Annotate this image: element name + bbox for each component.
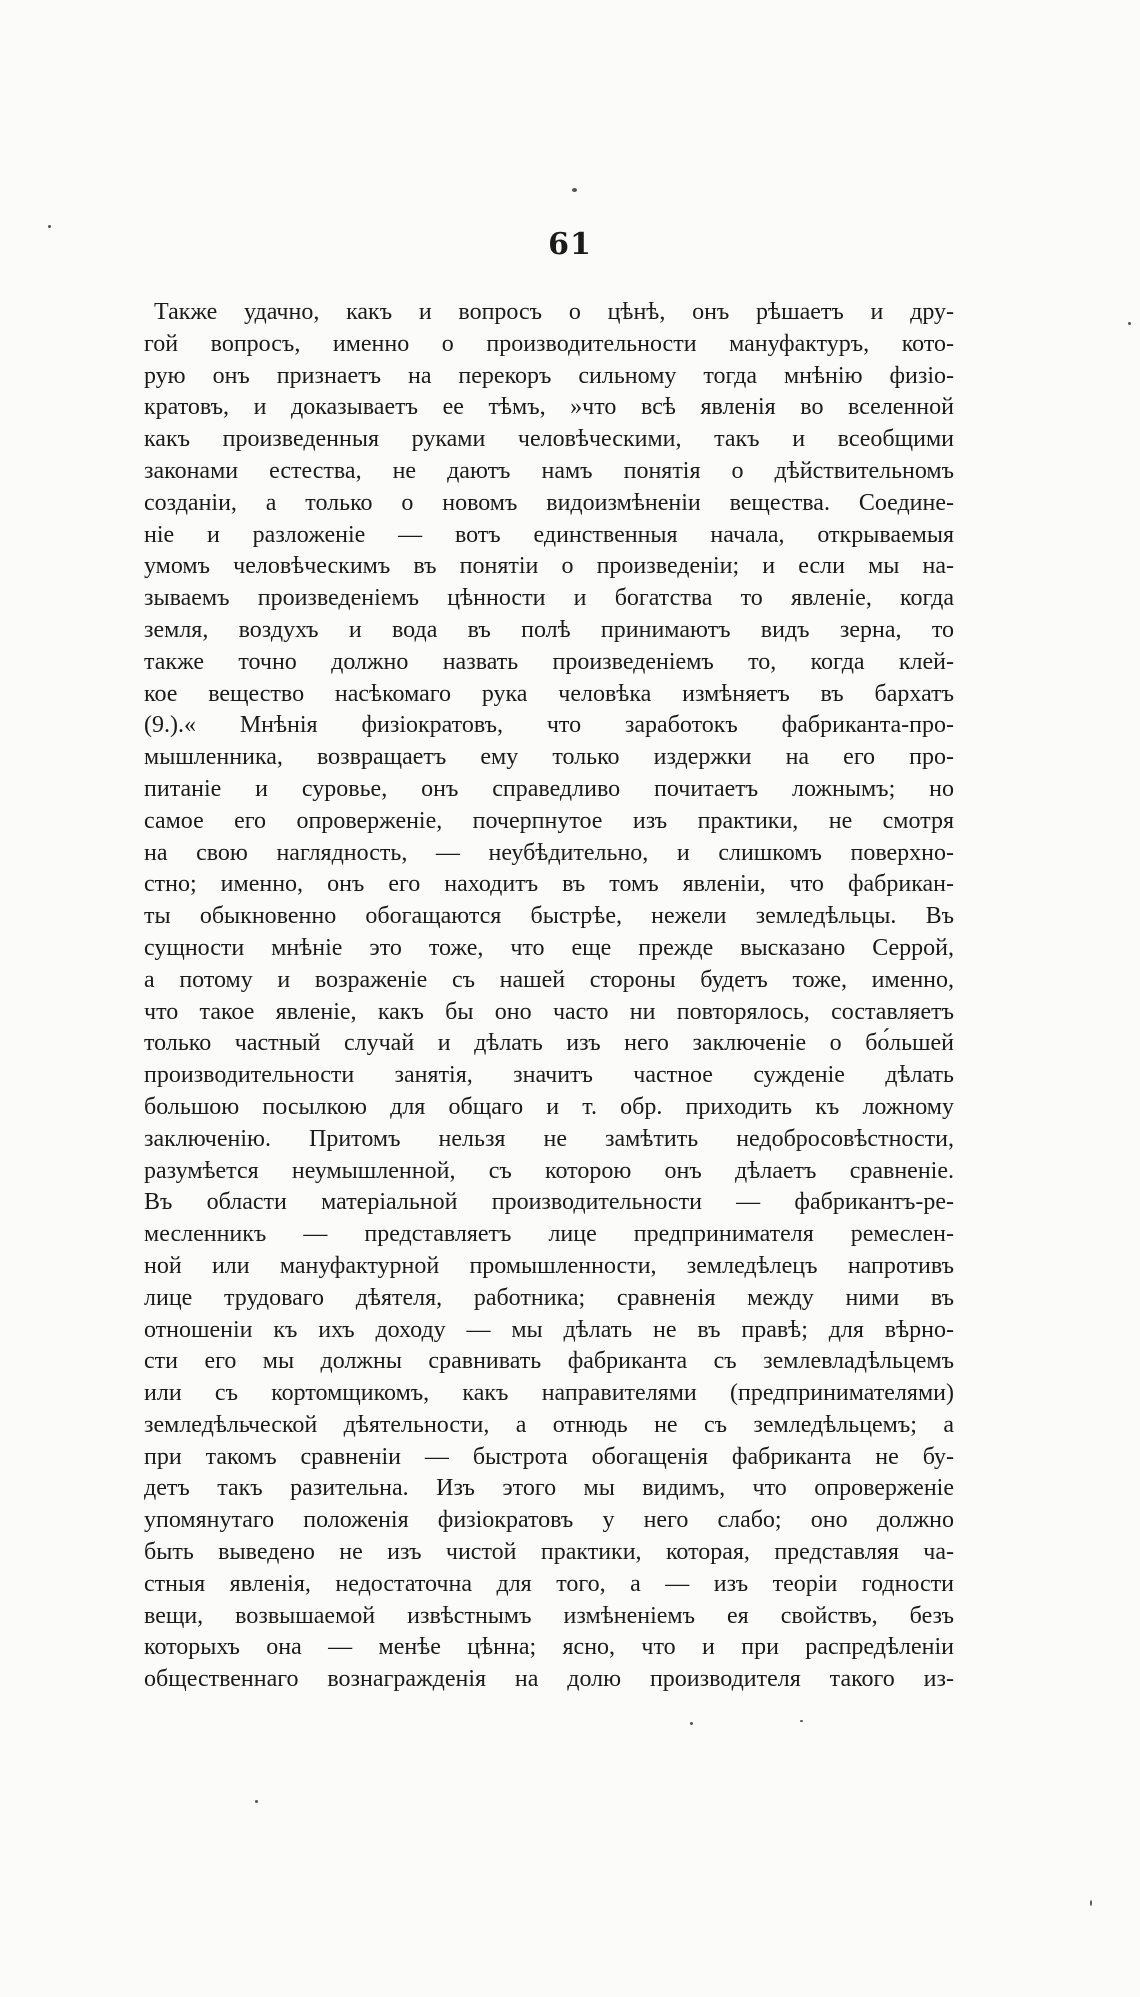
text-line: кое вещество насѣкомаго рука человѣка измѣняетъ въ бархатъ [144, 680, 954, 707]
text-line: созданіи, а только о новомъ видоизмѣненіи вещества. Соедине- [144, 489, 954, 516]
text-line: также точно должно назвать произведеніемъ то, когда клей- [144, 648, 954, 675]
text-line: сти его мы должны сравнивать фабриканта съ землевладѣльцемъ [144, 1348, 954, 1375]
text-line: самое его опроверженіе, почерпнутое изъ практики, не смотря [144, 807, 954, 834]
text-line: быть выведено не изъ чистой практики, которая, представляя ча- [144, 1539, 954, 1566]
text-line: при такомъ сравненіи — быстрота обогащенія фабриканта не бу- [144, 1443, 954, 1470]
body-text [144, 297, 954, 1696]
scan-speck [690, 1722, 693, 1725]
text-line: большою посылкою для общаго и т. обр. приходить къ ложному [144, 1093, 954, 1120]
text-line: ты обыкновенно обогащаются быстрѣе, нежели земледѣльцы. Въ [144, 903, 954, 930]
text-line: умомъ человѣческимъ въ понятіи о произведеніи; и если мы на- [144, 553, 954, 580]
text-line: (9.).« Мнѣнія физіократовъ, что заработокъ фабриканта-про- [144, 712, 954, 739]
scan-speck [48, 225, 51, 228]
text-line: земля, воздухъ и вода въ полѣ принимаютъ видъ зерна, то [144, 616, 954, 643]
scan-speck [1128, 322, 1131, 325]
text-line: стно; именно, онъ его находитъ въ томъ явленіи, что фабрикан- [144, 871, 954, 898]
text-line: отношеніи къ ихъ доходу — мы дѣлать не въ правѣ; для вѣрно- [144, 1316, 954, 1343]
text-line: рую онъ признаетъ на перекоръ сильному тогда мнѣнію физіо- [144, 362, 954, 389]
text-line: мышленника, возвращаетъ ему только издержки на его про- [144, 744, 954, 771]
scan-speck [255, 1800, 258, 1803]
scan-speck [800, 1720, 803, 1722]
text-line: питаніе и суровье, онъ справедливо почитаетъ ложнымъ; но [144, 775, 954, 802]
text-line: ніе и разложеніе — вотъ единственныя начала, открываемыя [144, 521, 954, 548]
text-line: Также удачно, какъ и вопросъ о цѣнѣ, онъ рѣшаетъ и дру- [154, 299, 954, 325]
text-line: гой вопросъ, именно о производительности мануфактуръ, кото- [144, 330, 954, 357]
scan-speck [572, 188, 577, 192]
text-line: ной или мануфактурной промышленности, земледѣлецъ напротивъ [144, 1252, 954, 1279]
text-line: зываемъ произведеніемъ цѣнности и богатства то явленіе, когда [144, 585, 954, 612]
text-line: месленникъ — представляетъ лице предпринимателя ремеслен- [144, 1221, 954, 1248]
text-line: что такое явленіе, какъ бы оно часто ни повторялось, составляетъ [144, 998, 954, 1025]
page-number: 61 [548, 227, 592, 262]
text-line: а потому и возраженіе съ нашей стороны будетъ тоже, именно, [144, 966, 954, 993]
text-line: лице трудоваго дѣятеля, работника; сравненія между ними въ [144, 1284, 954, 1311]
text-line: кратовъ, и доказываетъ ее тѣмъ, »что всѣ явленія во вселенной [144, 394, 954, 421]
text-line: на свою наглядность, — неубѣдительно, и слишкомъ поверхно- [144, 839, 954, 866]
text-line: земледѣльческой дѣятельности, а отнюдь не съ земледѣльцемъ; а [144, 1411, 954, 1438]
text-line: законами естества, не даютъ намъ понятія о дѣйствительномъ [144, 457, 954, 484]
text-line: вещи, возвышаемой извѣстнымъ измѣненіемъ ея свойствъ, безъ [144, 1602, 954, 1629]
text-line: Въ области матеріальной производительности — фабрикантъ-ре- [144, 1189, 954, 1216]
text-line: стныя явленія, недостаточна для того, а — изъ теоріи годности [144, 1570, 954, 1597]
text-line: сущности мнѣніе это тоже, что еще прежде высказано Серрой, [144, 934, 954, 961]
text-line: разумѣется неумышленной, съ которою онъ дѣлаетъ сравненіе. [144, 1157, 954, 1184]
text-line: или съ кортомщикомъ, какъ направителями (предпринимателями) [144, 1380, 954, 1407]
text-line: только частный случай и дѣлать изъ него заключеніе о бо́льшей [144, 1030, 954, 1057]
text-line: заключенію. Притомъ нельзя не замѣтить недобросовѣстности, [144, 1125, 954, 1152]
text-line: общественнаго вознагражденія на долю производителя такого из- [144, 1666, 954, 1693]
text-line: детъ такъ разительна. Изъ этого мы видимъ, что опроверженіе [144, 1475, 954, 1502]
text-line: упомянутаго положенія физіократовъ у него слабо; оно должно [144, 1507, 954, 1534]
scan-speck [1090, 1900, 1092, 1906]
text-line: какъ произведенныя руками человѣческими, такъ и всеобщими [144, 426, 954, 453]
text-line: которыхъ она — менѣе цѣнна; ясно, что и при распредѣленіи [144, 1634, 954, 1661]
text-line: производительности занятія, значитъ частное сужденіе дѣлать [144, 1062, 954, 1089]
